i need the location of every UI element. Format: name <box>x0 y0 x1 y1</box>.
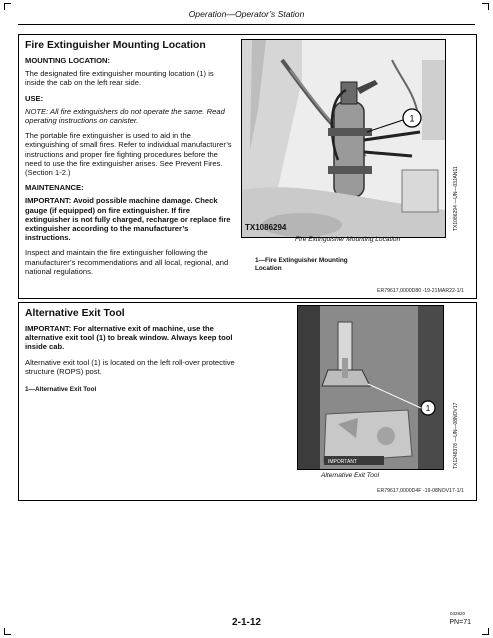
fire-extinguisher-text-column <box>25 39 235 282</box>
figure-caption: Alternative Exit Tool <box>321 472 380 479</box>
callout-number-1: 1 <box>425 404 431 413</box>
use-heading: USE: <box>25 93 44 103</box>
mounting-location-text: The designated fire extinguisher mounting location (1) is inside the cab on the left rear side. <box>25 69 214 88</box>
fire-extinguisher-illustration <box>242 40 445 237</box>
section-title: Alternative Exit Tool <box>25 308 125 319</box>
use-text: The portable fire extinguisher is used to aid in the extinguishing of small fires. Refer to individual manufacturer’s instructions and proper fire fighting procedures before the need to use the fire extinguisher arises. See Prevent Fires. (Section 1-2.) <box>25 131 232 178</box>
crop-mark-bottom-left <box>4 628 5 635</box>
crop-mark-top-right <box>488 3 489 10</box>
note-text: NOTE: All fire extinguishers do not operate the same. Read operating instructions on canister. <box>25 106 225 126</box>
inspect-text: Inspect and maintain the fire extinguisher following the manufacturer’s recommendations and all local, regional, and national regulations. <box>25 248 229 276</box>
exit-tool-illustration <box>298 306 443 469</box>
crop-mark-top-left <box>4 3 11 4</box>
page-number: 2-1-12 <box>232 617 261 628</box>
important-notice: IMPORTANT: For alternative exit of machine, use the alternative exit tool (1) to break window. Always keep tool inside cab. <box>25 324 233 352</box>
body-text: Alternative exit tool (1) is located on the left roll-over protective structure (ROPS) post. <box>25 357 235 376</box>
page-pn: PN=71 <box>449 619 471 626</box>
page-header: Operation—Operator’s Station <box>18 7 475 25</box>
crop-mark-bottom-left <box>4 634 11 635</box>
important-notice: IMPORTANT: Avoid possible machine damage. Check gauge (if equipped) on fire extinguisher. If fire extinguisher is not fully charged, recharge or replace fire extinguisher according to the manufacturer’s instructions. <box>25 196 231 243</box>
crop-mark-bottom-right <box>488 628 489 635</box>
fire-extinguisher-photo <box>241 39 446 238</box>
figure-caption: Fire Extinguisher Mounting Location <box>295 236 401 243</box>
crop-mark-top-left <box>4 3 5 10</box>
fire-extinguisher-section <box>18 34 477 299</box>
important-decal-text: IMPORTANT <box>328 459 357 465</box>
footer-code: 032820 <box>449 611 465 616</box>
figure-legend: 1—Alternative Exit Tool <box>25 386 97 394</box>
section-title: Fire Extinguisher Mounting Location <box>25 40 206 51</box>
alternative-exit-tool-photo <box>297 305 444 470</box>
maintenance-heading: MAINTENANCE: <box>25 183 84 193</box>
reference-code: ER79617,0000D80 -19-21MAR22-1/1 <box>377 288 464 294</box>
alternative-exit-section <box>18 302 477 501</box>
figure-side-id: TX1086294 —UN—03JAN11 <box>453 166 459 231</box>
figure-legend: 1—Fire Extinguisher Mounting Location <box>255 257 348 272</box>
figure-id: TX1086294 <box>245 223 287 232</box>
figure-side-id: TX1248378 —UN—08NOV17 <box>453 402 459 469</box>
reference-code: ER79617,0000D4F -19-08NOV17-1/1 <box>377 488 464 494</box>
mounting-location-heading: MOUNTING LOCATION: <box>25 56 111 65</box>
alternative-exit-text-column <box>25 307 237 394</box>
callout-number-1: 1 <box>409 113 415 124</box>
